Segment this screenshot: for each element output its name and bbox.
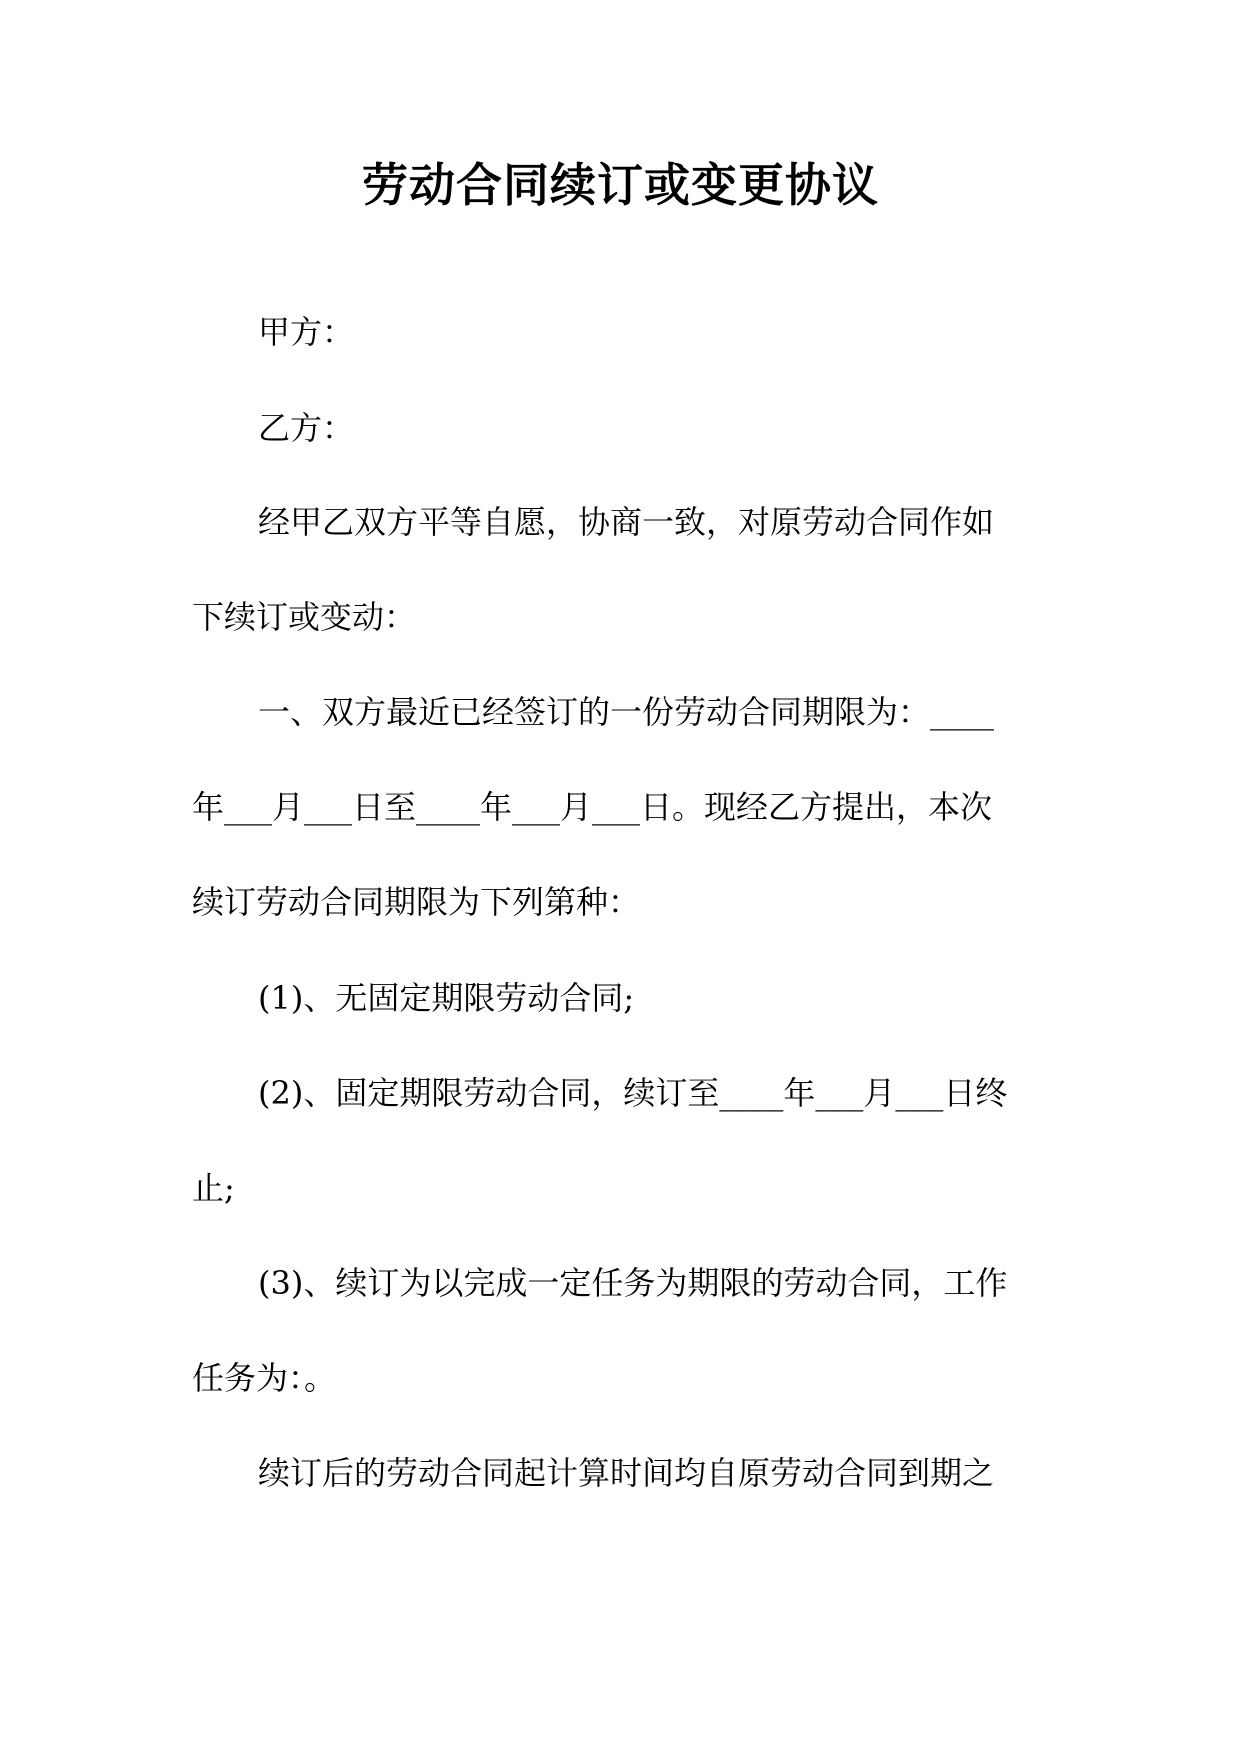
option-2-line-2: 止; <box>192 1169 235 1207</box>
option-1-line: (1)、无固定期限劳动合同; <box>258 979 635 1017</box>
option-3-line-2: 任务为：。 <box>192 1359 337 1397</box>
clause-1-line-3: 续订劳动合同期限为下列第种： <box>192 883 641 921</box>
renewal-start-line: 续订后的劳动合同起计算时间均自原劳动合同到期之 <box>258 1454 995 1492</box>
intro-paragraph-line-2: 下续订或变动： <box>192 598 417 636</box>
option-2-line-1: (2)、固定期限劳动合同，续订至____年___月___日终 <box>258 1074 1008 1112</box>
document-title: 劳动合同续订或变更协议 <box>362 158 879 212</box>
clause-1-line-2: 年___月___日至____年___月___日。现经乙方提出，本次 <box>192 788 993 826</box>
intro-paragraph-line-1: 经甲乙双方平等自愿，协商一致，对原劳动合同作如 <box>258 503 995 541</box>
party-a-line: 甲方： <box>258 313 355 351</box>
party-b-line: 乙方： <box>258 409 355 447</box>
option-3-line-1: (3)、续订为以完成一定任务为期限的劳动合同，工作 <box>258 1264 1008 1302</box>
clause-1-line-1: 一、双方最近已经签订的一份劳动合同期限为：____ <box>258 693 995 731</box>
